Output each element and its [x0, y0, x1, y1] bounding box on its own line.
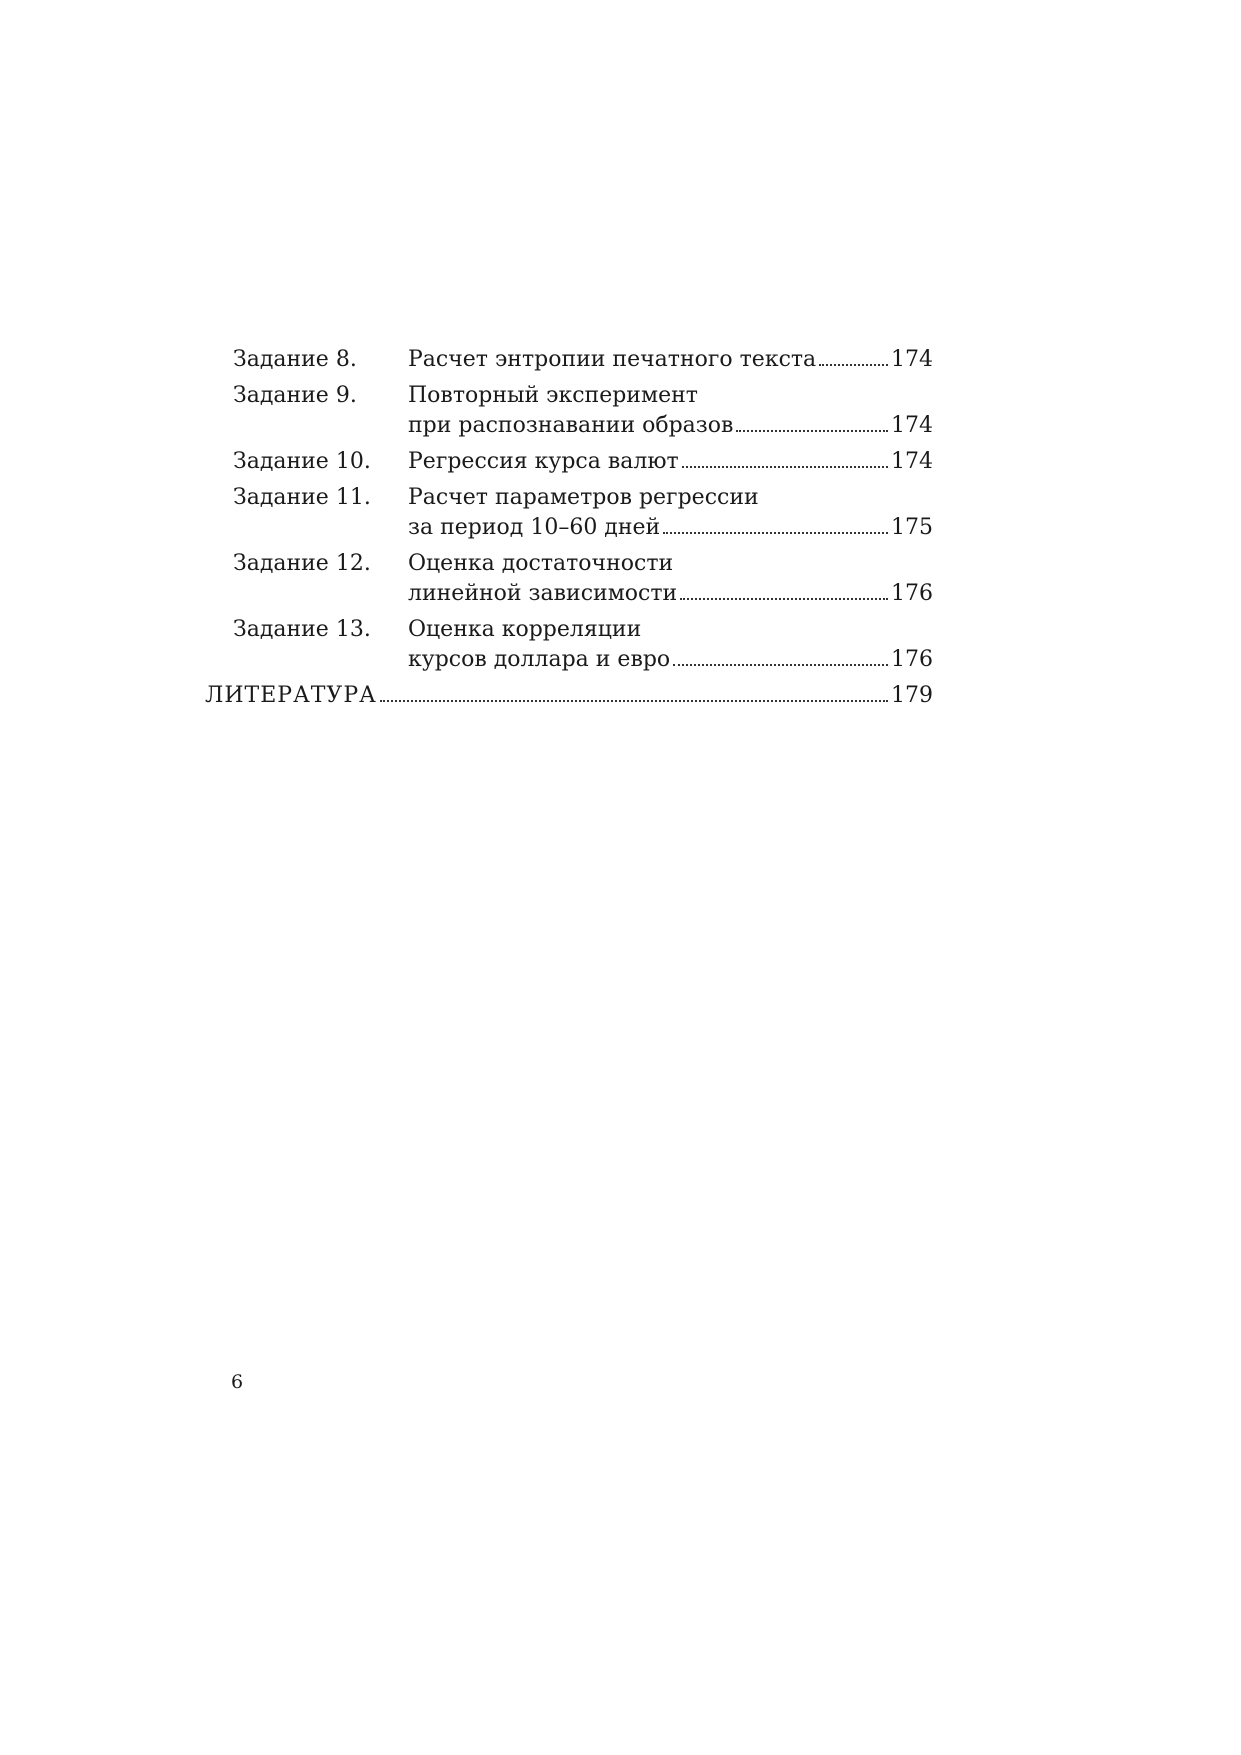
dot-leader [819, 364, 888, 366]
toc-entry-title: Повторный эксперимент [408, 383, 698, 408]
dot-leader [673, 664, 888, 666]
toc-entry-page: 175 [891, 515, 933, 540]
toc-entry-label: Задание 9. [233, 383, 357, 408]
toc-entry-13[interactable] [233, 615, 933, 675]
toc-entry-11[interactable] [233, 483, 933, 543]
toc-entry-12[interactable] [233, 549, 933, 609]
toc-entry-label: Задание 11. [233, 485, 371, 510]
dot-leader [663, 532, 888, 534]
toc-entry-page: 179 [891, 683, 933, 708]
table-of-contents [233, 345, 933, 681]
toc-entry-label: Задание 10. [233, 449, 371, 474]
dot-leader [380, 700, 888, 702]
toc-entry-page: 174 [891, 347, 933, 372]
toc-entry-8[interactable] [233, 345, 933, 375]
toc-entry-title: Оценка достаточности [408, 551, 674, 576]
toc-entry-label: Задание 12. [233, 551, 371, 576]
dot-leader [736, 430, 888, 432]
dot-leader [682, 466, 888, 468]
page-number: 6 [231, 1371, 244, 1393]
toc-entry-page: 176 [891, 581, 933, 606]
toc-entry-title: Расчет энтропии печатного текста [408, 347, 817, 372]
toc-entry-title: Регрессия курса валют [408, 449, 679, 474]
toc-entry-label: Задание 8. [233, 347, 357, 372]
toc-entry-title-continued: курсов доллара и евро [408, 647, 671, 672]
toc-entry-literature[interactable] [205, 681, 933, 711]
toc-entry-title-continued: линейной зависимости [408, 581, 678, 606]
toc-entry-title: Оценка корреляции [408, 617, 642, 642]
dot-leader [680, 598, 888, 600]
toc-entry-title: Расчет параметров регрессии [408, 485, 759, 510]
toc-entry-title-continued: за период 10–60 дней [408, 515, 661, 540]
toc-entry-page: 174 [891, 413, 933, 438]
toc-entry-9[interactable] [233, 381, 933, 441]
toc-entry-page: 176 [891, 647, 933, 672]
toc-entry-page: 174 [891, 449, 933, 474]
toc-entry-title-continued: при распознавании образов [408, 413, 734, 438]
toc-entry-label: Задание 13. [233, 617, 371, 642]
toc-entry-10[interactable] [233, 447, 933, 477]
toc-entry-title: ЛИТЕРАТУРА [205, 683, 377, 708]
